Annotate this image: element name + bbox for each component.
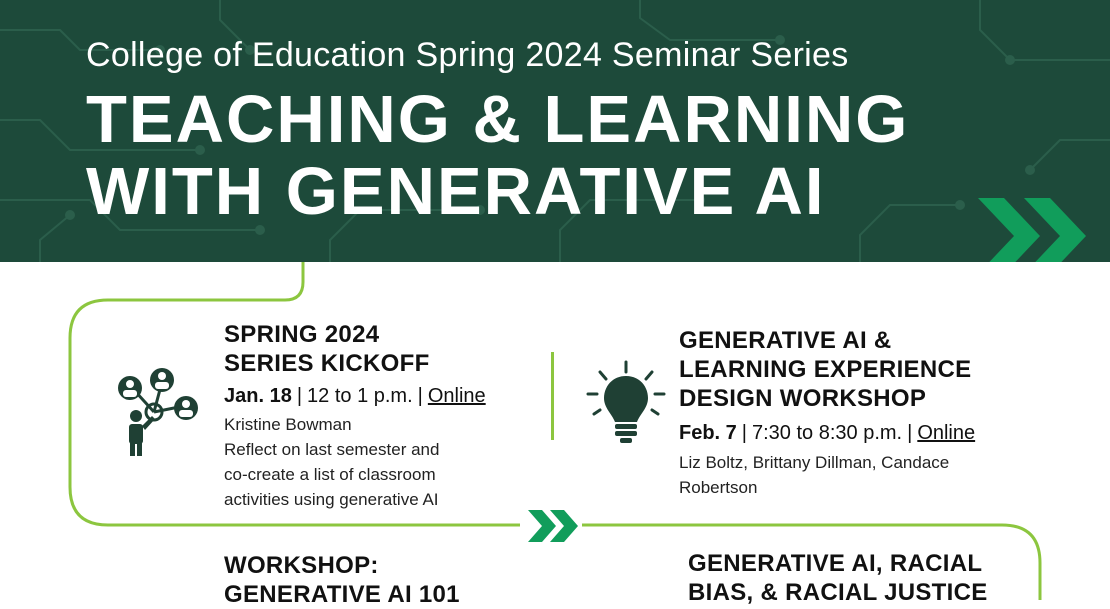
series-title-line1: TEACHING & LEARNING: [86, 82, 910, 157]
network-people-icon: [112, 368, 198, 456]
event-time: 12 to 1 p.m.: [307, 385, 413, 407]
series-subtitle: College of Education Spring 2024 Seminar Series: [86, 36, 849, 74]
column-divider: [551, 352, 554, 440]
description-line: Reflect on last semester and: [224, 440, 440, 459]
event-meta-lx-design: Feb. 7 | 7:30 to 8:30 p.m. | Online: [679, 422, 976, 444]
event-title-kickoff: [224, 320, 430, 378]
description-line: activities using generative AI: [224, 490, 439, 509]
event-title-line: WORKSHOP:: [224, 552, 379, 579]
event-title-line: SPRING 2024: [224, 321, 380, 348]
event-description-kickoff: [224, 412, 439, 512]
event-presenters-lx-design: [679, 450, 949, 500]
online-link[interactable]: Online: [427, 385, 486, 407]
lightbulb-icon: [586, 360, 666, 446]
event-date: Feb. 7: [679, 422, 737, 444]
series-title-line2: WITH GENERATIVE AI: [86, 154, 826, 229]
event-title-line: GENERATIVE AI 101: [224, 581, 460, 608]
event-presenter: Robertson: [679, 478, 758, 497]
event-presenter: Liz Boltz, Brittany Dillman, Candace: [679, 453, 950, 472]
event-title-line: DESIGN WORKSHOP: [679, 385, 927, 412]
event-meta-kickoff: Jan. 18 | 12 to 1 p.m. | Online: [224, 385, 486, 407]
small-chevron-icon: [520, 506, 582, 546]
online-link[interactable]: Online: [917, 422, 976, 444]
event-date: Jan. 18: [224, 385, 292, 407]
event-title-line: LEARNING EXPERIENCE: [679, 356, 972, 383]
event-title-ai-101: [224, 551, 460, 609]
description-line: co-create a list of classroom: [224, 465, 436, 484]
event-title-line: BIAS, & RACIAL JUSTICE: [688, 579, 988, 606]
event-title-racial-bias: [688, 549, 988, 607]
event-title-line: SERIES KICKOFF: [224, 350, 430, 377]
event-time: 7:30 to 8:30 p.m.: [752, 422, 903, 444]
event-title-line: GENERATIVE AI, RACIAL: [688, 550, 983, 577]
event-title-lx-design: [679, 326, 971, 413]
event-presenter: Kristine Bowman: [224, 415, 352, 434]
event-title-line: GENERATIVE AI &: [679, 327, 892, 354]
